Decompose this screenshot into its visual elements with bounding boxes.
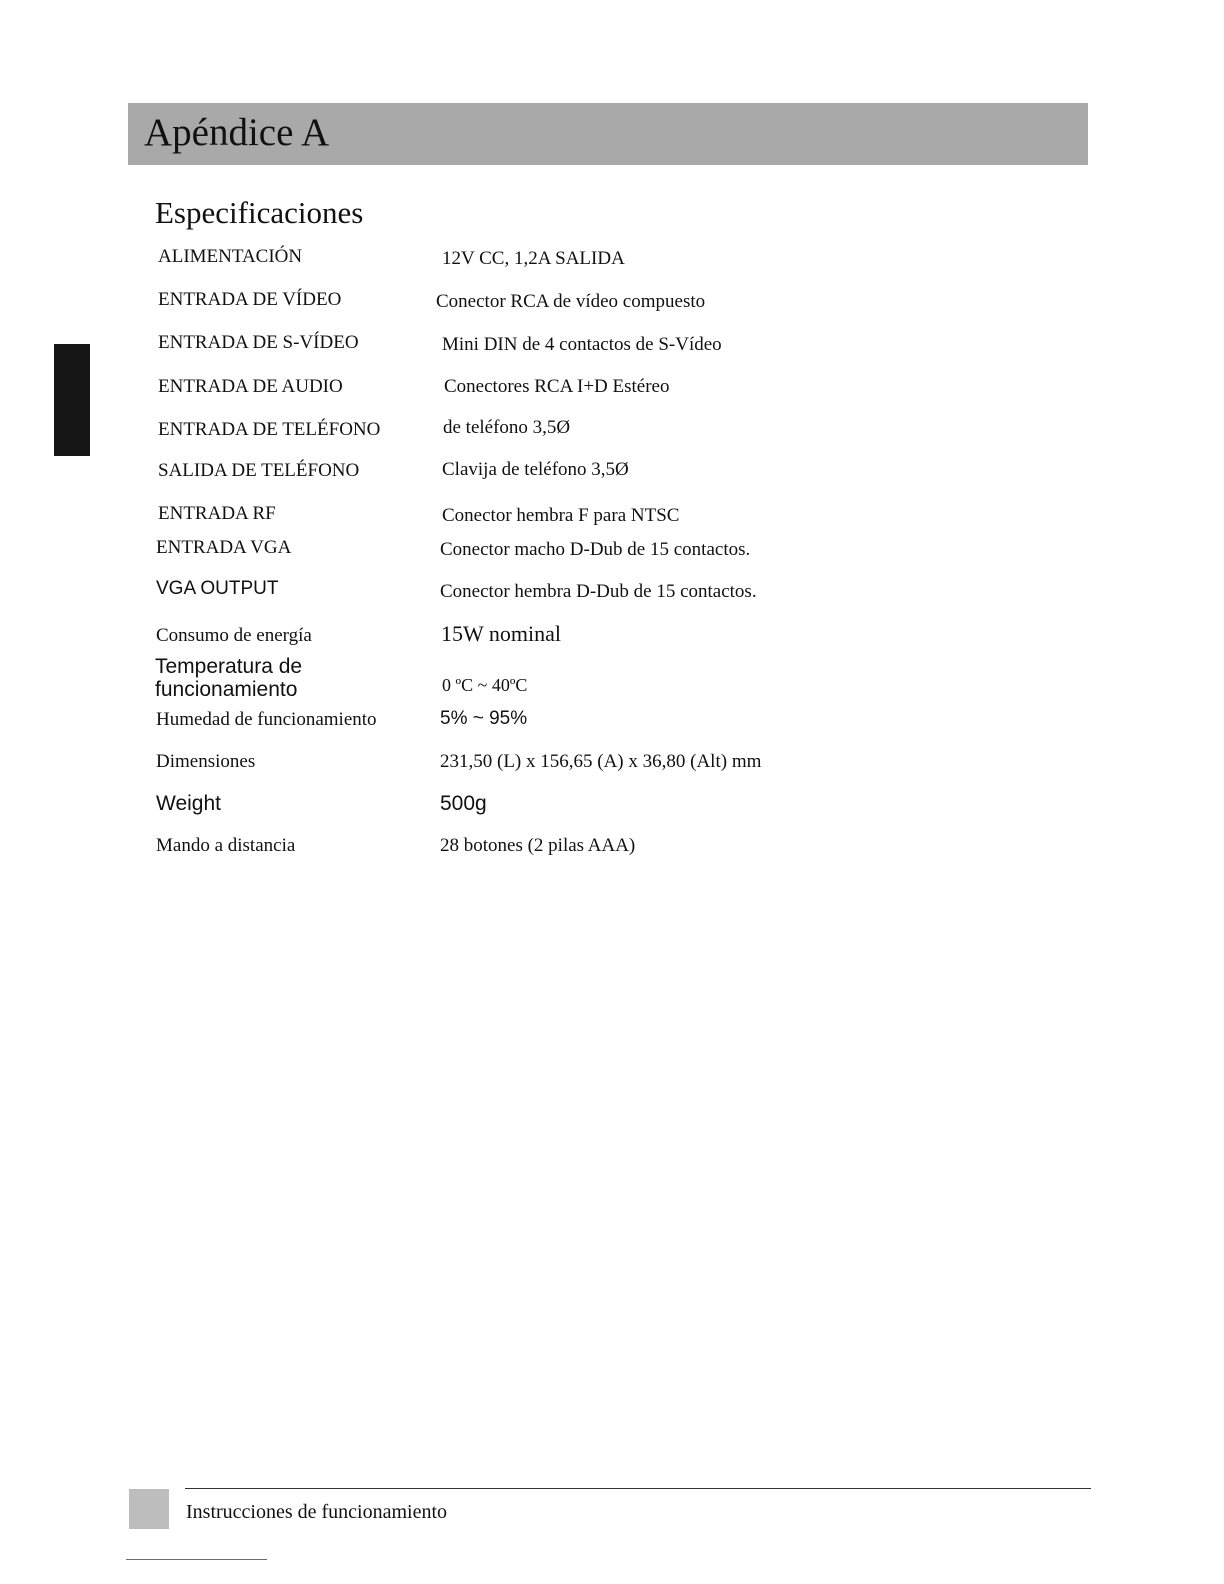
chapter-title: Apéndice A: [144, 111, 330, 154]
spec-value-power: 12V CC, 1,2A SALIDA: [442, 248, 625, 269]
spec-value-svideo-in: Mini DIN de 4 contactos de S-Vídeo: [442, 334, 722, 355]
bottom-underline: [126, 1559, 267, 1560]
spec-label-dimensions: Dimensiones: [156, 751, 256, 772]
spec-label-vga-in: ENTRADA VGA: [156, 537, 292, 558]
spec-label-power: ALIMENTACIÓN: [158, 246, 303, 267]
section-title: Especificaciones: [155, 195, 364, 230]
spec-label-video-in: ENTRADA DE VÍDEO: [158, 289, 342, 310]
footer-rule: [185, 1488, 1091, 1489]
spec-value-rf-in: Conector hembra F para NTSC: [442, 505, 680, 526]
spec-value-dimensions: 231,50 (L) x 156,65 (A) x 36,80 (Alt) mm: [440, 751, 762, 772]
spec-label-svideo-in: ENTRADA DE S-VÍDEO: [158, 332, 359, 353]
spec-value-video-in: Conector RCA de vídeo compuesto: [436, 291, 706, 312]
chapter-header-band: [128, 103, 1088, 165]
spec-value-audio-in: Conectores RCA I+D Estéreo: [444, 376, 670, 397]
spec-label-audio-in: ENTRADA DE AUDIO: [158, 376, 343, 397]
spec-label-operating-humidity: Humedad de funcionamiento: [156, 709, 377, 730]
spec-label-vga-out: VGA OUTPUT: [156, 578, 279, 599]
spec-label-phone-out: SALIDA DE TELÉFONO: [158, 460, 360, 481]
spec-label-remote-control: Mando a distancia: [156, 835, 296, 856]
side-thumb-tab: [54, 344, 90, 456]
spec-value-remote-control: 28 botones (2 pilas AAA): [440, 835, 636, 856]
spec-value-weight: 500g: [440, 792, 487, 815]
spec-value-phone-in: de teléfono 3,5Ø: [443, 417, 571, 438]
spec-label-operating-temp: Temperatura de funcionamiento: [155, 655, 303, 701]
spec-label-power-consumption: Consumo de energía: [156, 625, 312, 646]
spec-value-vga-out: Conector hembra D-Dub de 15 contactos.: [440, 581, 757, 602]
footer-page-box: [129, 1489, 169, 1529]
spec-value-phone-out: Clavija de teléfono 3,5Ø: [442, 459, 629, 480]
spec-label-weight: Weight: [156, 792, 221, 815]
spec-label-rf-in: ENTRADA RF: [158, 503, 276, 524]
spec-label-phone-in: ENTRADA DE TELÉFONO: [158, 419, 381, 440]
spec-value-power-consumption: 15W nominal: [441, 621, 561, 646]
footer-text: Instrucciones de funcionamiento: [186, 1501, 448, 1523]
spec-value-operating-humidity: 5% ~ 95%: [440, 708, 528, 729]
spec-value-operating-temp: 0 ºC ~ 40ºC: [442, 675, 528, 695]
spec-value-vga-in: Conector macho D-Dub de 15 contactos.: [440, 539, 751, 560]
